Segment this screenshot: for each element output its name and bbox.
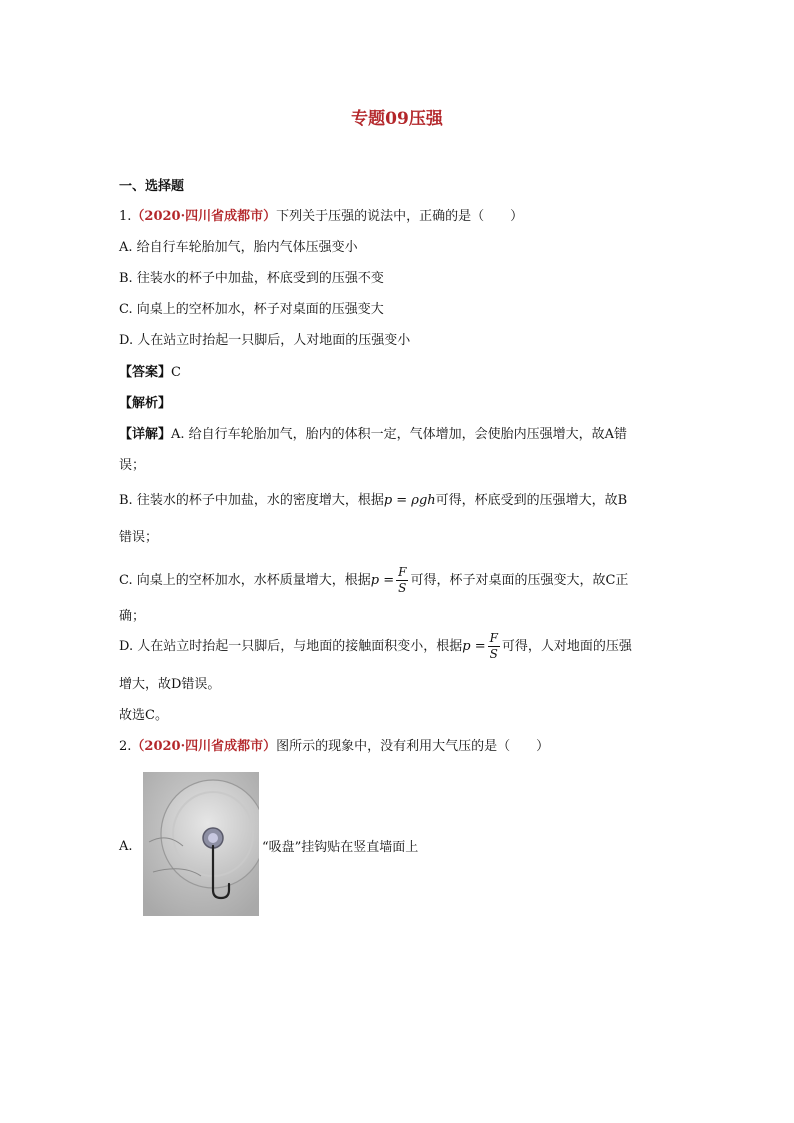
detail-c-text-post: 可得，杯子对桌面的压强变大，故C正 bbox=[410, 573, 629, 588]
detail-c-text: C. 向桌上的空杯加水，水杯质量增大，根据 bbox=[119, 573, 371, 588]
detail-a-text: A. 给自行车轮胎加气，胎内的体积一定，气体增加，会使胎内压强增大，故A错 bbox=[171, 427, 628, 442]
detail-b-text: B. 往装水的杯子中加盐，水的密度增大，根据 bbox=[119, 493, 384, 508]
option-a: A. 给自行车轮胎加气，胎内气体压强变小 bbox=[119, 240, 358, 255]
formula-fraction-f-over-s bbox=[488, 631, 500, 662]
formula-pressure-liquid: p = ρgh bbox=[383, 493, 436, 508]
option-c: C. 向桌上的空杯加水，杯子对桌面的压强变大 bbox=[119, 302, 384, 317]
detail-b-line1 bbox=[119, 491, 627, 511]
fraction-denominator: S bbox=[398, 581, 407, 595]
fraction-numerator: F bbox=[398, 565, 407, 579]
option-b: B. 往装水的杯子中加盐，杯底受到的压强不变 bbox=[119, 271, 384, 286]
conclusion: 故选C。 bbox=[119, 708, 168, 723]
question-number: 1. bbox=[119, 209, 132, 224]
suction-hook-photo bbox=[143, 772, 259, 916]
formula-fraction-f-over-s bbox=[396, 565, 408, 596]
fraction-numerator: F bbox=[489, 631, 498, 645]
option-a-caption: “吸盘”挂钩贴在竖直墙面上 bbox=[262, 840, 419, 855]
option-a-label: A. bbox=[119, 839, 133, 854]
section-heading: 一、选择题 bbox=[119, 179, 185, 194]
question-text: 图所示的现象中，没有利用大气压的是（ ） bbox=[276, 739, 550, 754]
detail-a-line2: 误； bbox=[119, 458, 146, 473]
answer-line bbox=[119, 363, 181, 383]
analysis-tag: 【解析】 bbox=[119, 396, 172, 411]
detail-c-line2: 确； bbox=[119, 609, 146, 624]
question-source: （2020·四川省成都市） bbox=[131, 739, 277, 754]
question-number: 2. bbox=[119, 739, 132, 754]
detail-d-line2: 增大，故D错误。 bbox=[119, 677, 221, 692]
option-d: D. 人在站立时抬起一只脚后，人对地面的压强变小 bbox=[119, 333, 411, 348]
formula-p-eq: p = bbox=[370, 573, 395, 588]
detail-a-line1 bbox=[119, 425, 627, 445]
detail-tag: 【详解】 bbox=[119, 427, 172, 442]
detail-d-text-post: 可得，人对地面的压强 bbox=[501, 639, 632, 654]
question-text: 下列关于压强的说法中，正确的是（ ） bbox=[276, 209, 524, 224]
formula-p-eq: p = bbox=[462, 639, 486, 654]
detail-b-line2: 错误； bbox=[119, 530, 159, 545]
answer-tag: 【答案】 bbox=[119, 365, 172, 380]
fraction-denominator: S bbox=[489, 647, 498, 661]
question-1-stem bbox=[119, 207, 523, 227]
detail-b-text-post: 可得，杯底受到的压强增大，故B bbox=[435, 493, 628, 508]
detail-d-line1 bbox=[119, 630, 632, 664]
answer-value: C bbox=[171, 365, 181, 380]
detail-d-text: D. 人在站立时抬起一只脚后，与地面的接触面积变小，根据 bbox=[119, 639, 463, 654]
question-2-stem bbox=[119, 737, 549, 757]
question-source: （2020·四川省成都市） bbox=[131, 209, 277, 224]
detail-c-line1 bbox=[119, 564, 628, 598]
page-title: 专题09压强 bbox=[351, 109, 443, 129]
